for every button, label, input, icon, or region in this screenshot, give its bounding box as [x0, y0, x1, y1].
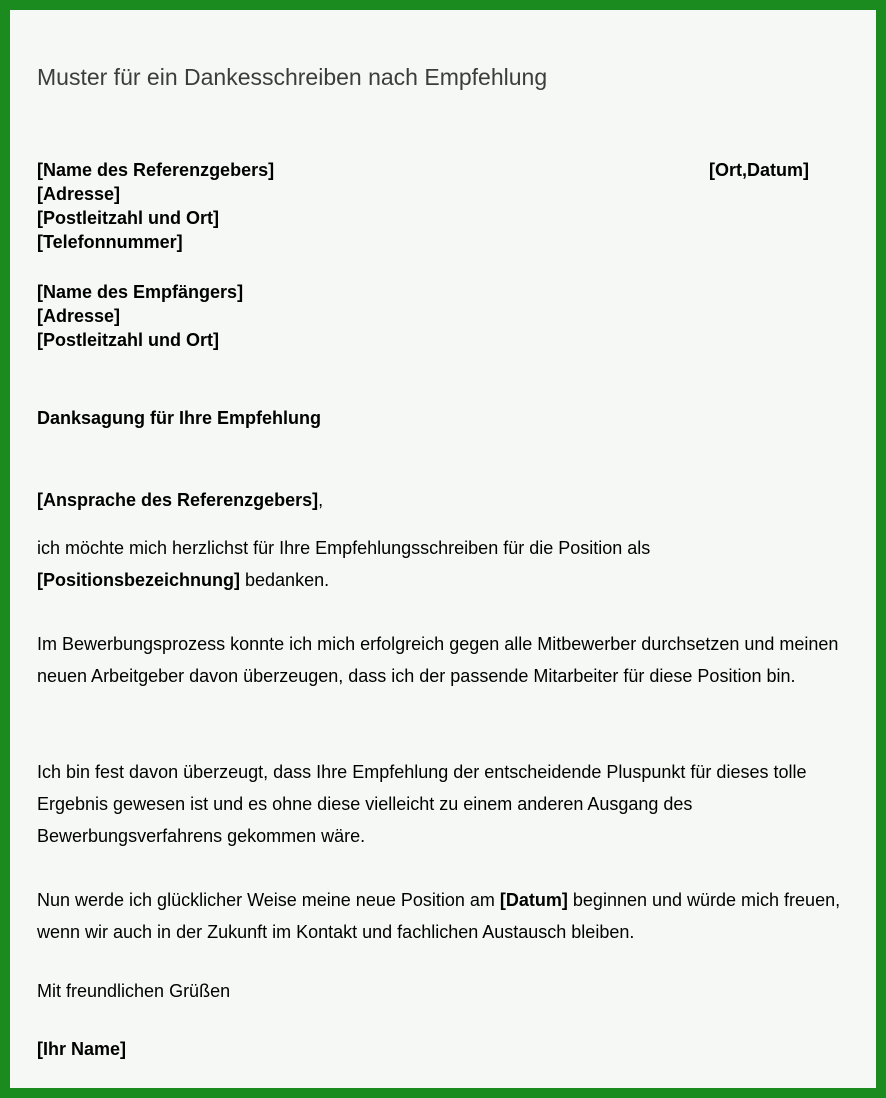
letter-page — [10, 10, 876, 1088]
subject-line: Danksagung für Ihre Empfehlung — [37, 408, 322, 428]
paragraph-4-text-after: beginnen und würde mich freuen, wenn wir auch in der Zukunft im Kontakt und fachlichen Austausch bleiben. — [37, 890, 841, 942]
sender-phone: [Telefonnummer] — [37, 232, 183, 252]
recipient-postal-city: [Postleitzahl und Ort] — [37, 330, 219, 350]
paragraph-2: Im Bewerbungsprozess konnte ich mich erfolgreich gegen alle Mitbewerber durchsetzen und meinen neuen Arbeitgeber davon überzeugen, dass ich der passende Mitarbeiter für diese Position bin. — [37, 634, 839, 686]
sender-address: [Adresse] — [37, 184, 121, 204]
closing: Mit freundlichen Grüßen — [37, 981, 231, 1001]
paragraph-4-text-before: Nun werde ich glücklicher Weise meine neue Position am — [37, 890, 500, 910]
sender-name: [Name des Referenzgebers] — [37, 160, 275, 180]
salutation-punct: , — [318, 490, 324, 510]
recipient-name: [Name des Empfängers] — [37, 282, 244, 302]
salutation — [37, 488, 323, 512]
start-date-placeholder: [Datum] — [499, 890, 568, 910]
signature-name: [Ihr Name] — [37, 1039, 127, 1059]
paragraph-1 — [37, 532, 857, 596]
sender-postal-city: [Postleitzahl und Ort] — [37, 208, 219, 228]
paragraph-1-text-after: bedanken. — [240, 570, 330, 590]
paragraph-3: Ich bin fest davon überzeugt, dass Ihre Empfehlung der entscheidende Pluspunkt für dieses tolle Ergebnis gewesen ist und es ohne diese vielleicht zu einem anderen Ausgang des Bewerbungsverfahrens gekommen wäre. — [37, 762, 807, 846]
paragraph-1-text-before: ich möchte mich herzlichst für Ihre Empfehlungsschreiben für die Position als — [37, 538, 651, 558]
recipient-address: [Adresse] — [37, 306, 121, 326]
place-date: [Ort,Datum] — [709, 160, 809, 180]
page-title: Muster für ein Dankesschreiben nach Empfehlung — [37, 64, 548, 90]
paragraph-4 — [37, 884, 857, 948]
position-placeholder: [Positionsbezeichnung] — [37, 570, 241, 590]
salutation-placeholder: [Ansprache des Referenzgebers] — [37, 490, 319, 510]
